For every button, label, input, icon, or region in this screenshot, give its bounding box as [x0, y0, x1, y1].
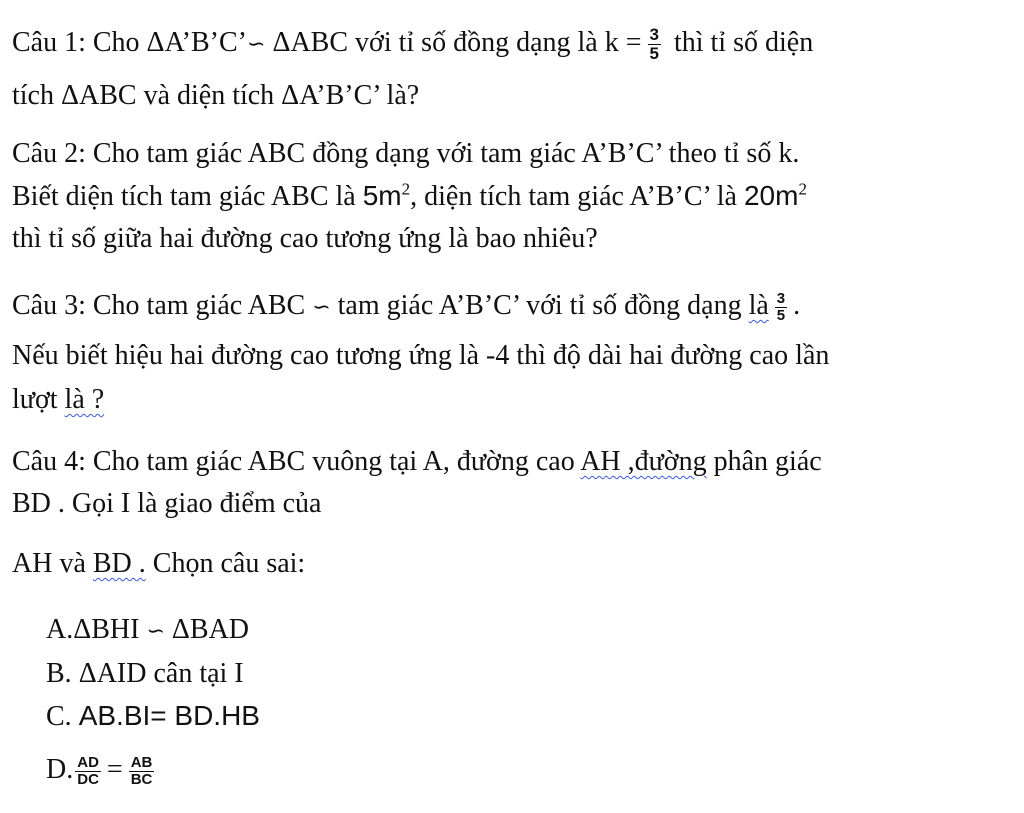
q3-line-1	[12, 290, 800, 324]
option-d	[46, 750, 160, 790]
q3-ratio-fraction	[775, 291, 787, 324]
option-b	[46, 658, 244, 690]
similar-symbol: ∽	[247, 31, 266, 57]
q2-exponent-1: 2	[401, 179, 411, 199]
q1-ratio-denominator: 5	[649, 44, 659, 63]
q2-area-a1b1c1: 20m	[743, 180, 799, 211]
spellcheck-word: là	[748, 290, 769, 321]
q3-text-a: lượt	[12, 384, 58, 415]
q3-line-2: Nếu biết hiệu hai đường cao tương ứng là -4 thì độ dài hai đường cao lần	[12, 340, 830, 371]
option-a-left: ΔBHI	[73, 614, 140, 645]
q2-line-1: Câu 2: Cho tam giác ABC đồng dạng với tam giác A’B’C’ theo tỉ số k.	[12, 138, 800, 169]
q4-text-c: Chọn câu sai:	[152, 548, 306, 579]
q2-line-3: thì tỉ số giữa hai đường cao tương ứng là bao nhiêu?	[12, 223, 598, 254]
q3-text-b: tam giác A’B’C’ với tỉ số đồng dạng	[337, 290, 742, 321]
option-d-label: D.	[46, 754, 74, 785]
q4-text-a: Câu 4: Cho tam giác ABC vuông tại A, đường cao	[12, 446, 575, 477]
q2-line-2	[12, 180, 807, 213]
q3-text-a: Câu 3: Cho tam giác ABC	[12, 290, 306, 321]
fraction-denominator: DC	[77, 771, 99, 789]
option-b-text: ΔAID cân tại I	[78, 658, 244, 689]
q4-text-a: AH và	[12, 548, 86, 579]
q1-text-a: Câu 1: Cho ΔA’B’C’	[12, 26, 248, 58]
similar-symbol: ∽	[146, 619, 165, 644]
option-c-text: AB.BI= BD.HB	[78, 700, 260, 731]
q4-text-c: phân giác	[713, 446, 822, 477]
similar-symbol: ∽	[312, 295, 331, 320]
fraction-denominator: BC	[130, 771, 153, 789]
q3-ratio-numerator: 3	[776, 290, 786, 308]
option-a	[46, 614, 249, 648]
q4-line-1	[12, 446, 822, 478]
spellcheck-word: AH ,đường	[580, 446, 707, 477]
option-b-label: B.	[46, 658, 72, 689]
q1-text-c: thì tỉ số diện	[673, 26, 814, 58]
q1-text-b: ΔABC với tỉ số đồng dạng là k =	[272, 26, 642, 58]
q2-exponent-2: 2	[798, 179, 807, 199]
option-d-fraction-left	[75, 755, 101, 788]
option-c	[46, 700, 260, 733]
q1-line-1	[12, 26, 813, 63]
q2-area-abc: 5m	[362, 180, 402, 211]
q3-ratio-denominator: 5	[776, 307, 786, 325]
fraction-numerator: AD	[77, 754, 99, 772]
option-a-right: ΔBAD	[171, 614, 250, 645]
q3-line-3	[12, 384, 104, 416]
fraction-numerator: AB	[130, 754, 153, 772]
spellcheck-word: là ?	[64, 384, 105, 415]
q4-line-3	[12, 548, 305, 580]
q1-ratio-numerator: 3	[649, 25, 659, 44]
q3-period: .	[793, 290, 801, 321]
q2-text-b: , diện tích tam giác A’B’C’ là	[410, 181, 737, 212]
spellcheck-word: BD .	[92, 548, 146, 579]
q1-ratio-fraction	[648, 26, 661, 63]
q1-line-2: tích ΔABC và diện tích ΔA’B’C’ là?	[12, 80, 420, 111]
option-a-label: A.	[46, 614, 74, 645]
option-c-label: C.	[46, 701, 72, 732]
q4-line-2: BD . Gọi I là giao điểm của	[12, 488, 322, 519]
q2-text-a: Biết diện tích tam giác ABC là	[12, 181, 356, 212]
equals-sign: =	[106, 754, 123, 785]
option-d-fraction-right	[129, 755, 155, 788]
